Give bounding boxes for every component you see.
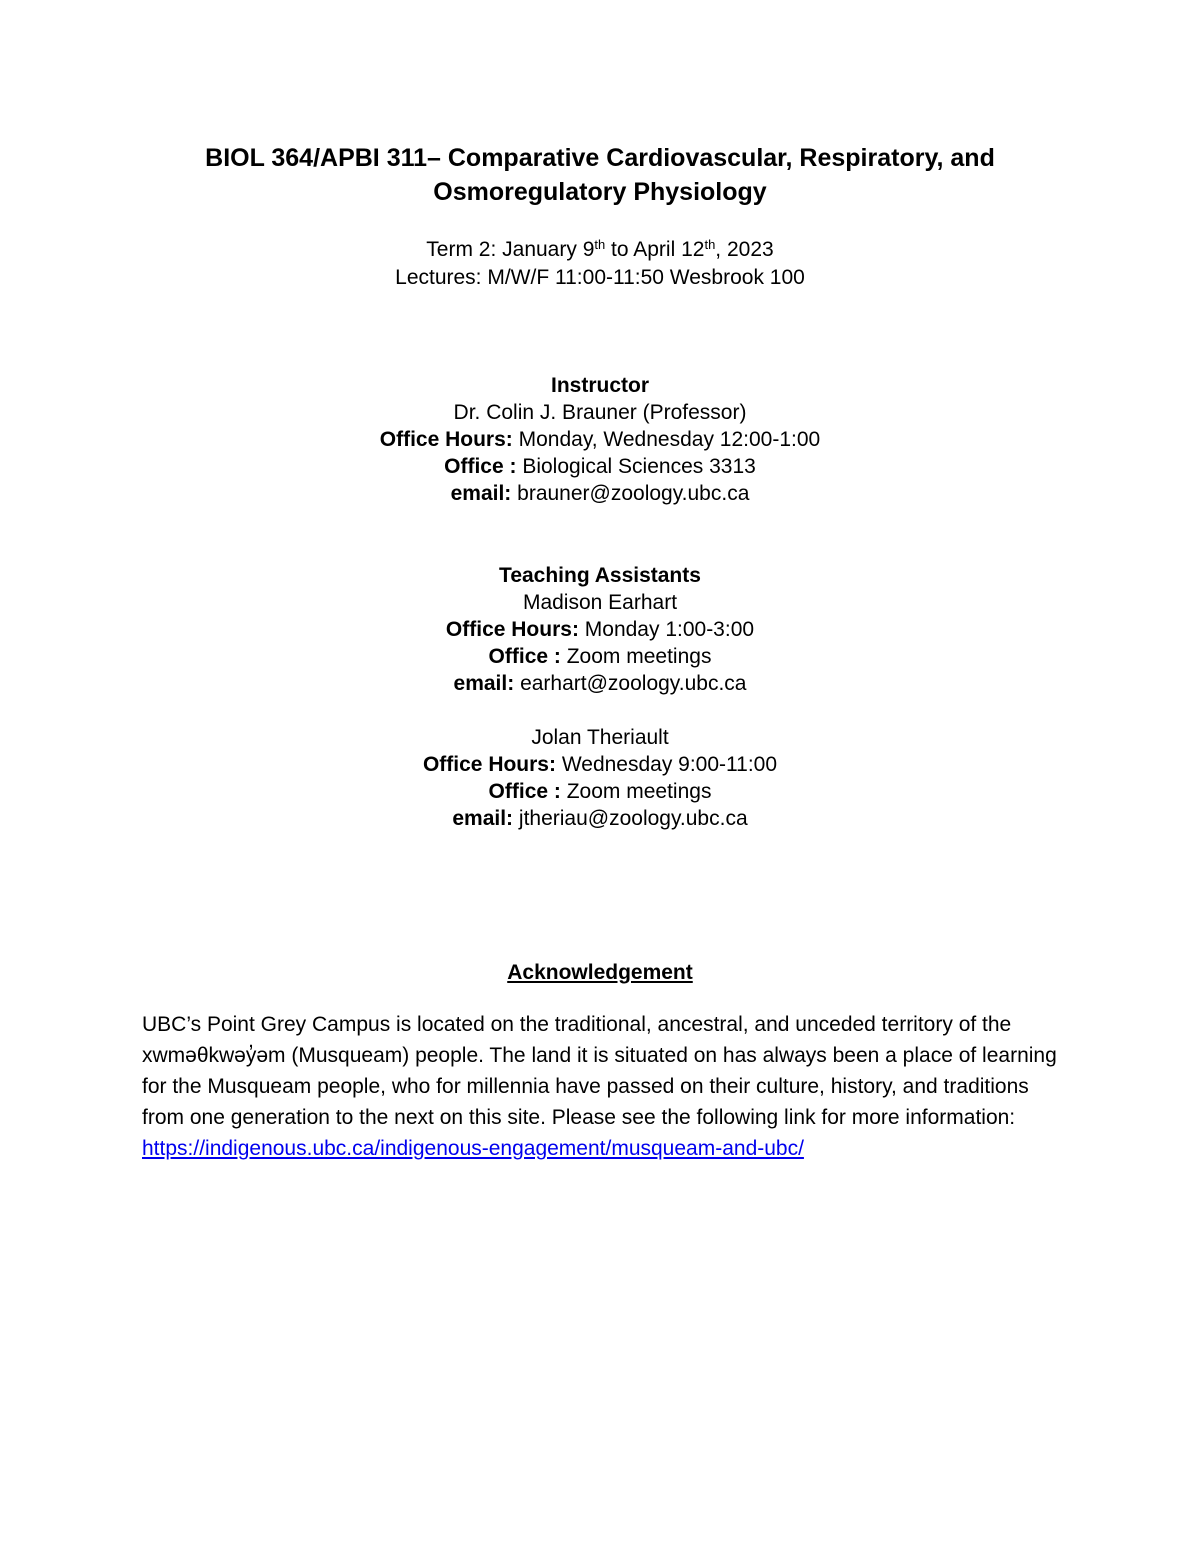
- instructor-office: Office : Biological Sciences 3313: [444, 455, 756, 478]
- acknowledgement-heading: Acknowledgement: [507, 961, 693, 984]
- instructor-name: Dr. Colin J. Brauner (Professor): [453, 401, 747, 424]
- instructor-office-hours: Office Hours: Monday, Wednesday 12:00-1:00: [379, 428, 821, 451]
- instructor-heading: Instructor: [550, 374, 649, 397]
- page-title: [100, 141, 1100, 209]
- ta-email: email: earhart@zoology.ubc.ca: [453, 672, 747, 695]
- ta-name: Jolan Theriault: [531, 726, 669, 749]
- title-line-1: BIOL 364/APBI 311– Comparative Cardiovascular, Respiratory, and: [205, 144, 995, 172]
- ta-office: Office : Zoom meetings: [488, 780, 712, 803]
- ta-office: Office : Zoom meetings: [488, 645, 712, 668]
- ta-name: Madison Earhart: [522, 591, 678, 614]
- title-line-2: Osmoregulatory Physiology: [433, 178, 767, 206]
- lecture-schedule: Lectures: M/W/F 11:00-11:50 Wesbrook 100: [395, 266, 805, 289]
- ta-email: email: jtheriau@zoology.ubc.ca: [452, 807, 748, 830]
- instructor-email: email: brauner@zoology.ubc.ca: [450, 482, 750, 505]
- acknowledgement-text: UBC’s Point Grey Campus is located on the traditional, ancestral, and unceded territory of the xwməθkwəy̓əm (Musqueam) people. The land it is situated on has always been a place of learning for the Musqueam people, who for millennia have passed on their culture, history, and traditions from one generation to the next on this site. Please see the following link for more information:: [142, 1013, 1057, 1129]
- ta-heading: Teaching Assistants: [499, 564, 701, 587]
- ta-office-hours: Office Hours: Monday 1:00-3:00: [445, 618, 755, 641]
- term-dates: Term 2: January 9th to April 12th, 2023: [426, 237, 774, 261]
- ta-office-hours: Office Hours: Wednesday 9:00-11:00: [422, 753, 778, 776]
- musqueam-info-link[interactable]: https://indigenous.ubc.ca/indigenous-engagement/musqueam-and-ubc/: [142, 1137, 804, 1160]
- acknowledgement-body: [142, 1009, 1062, 1164]
